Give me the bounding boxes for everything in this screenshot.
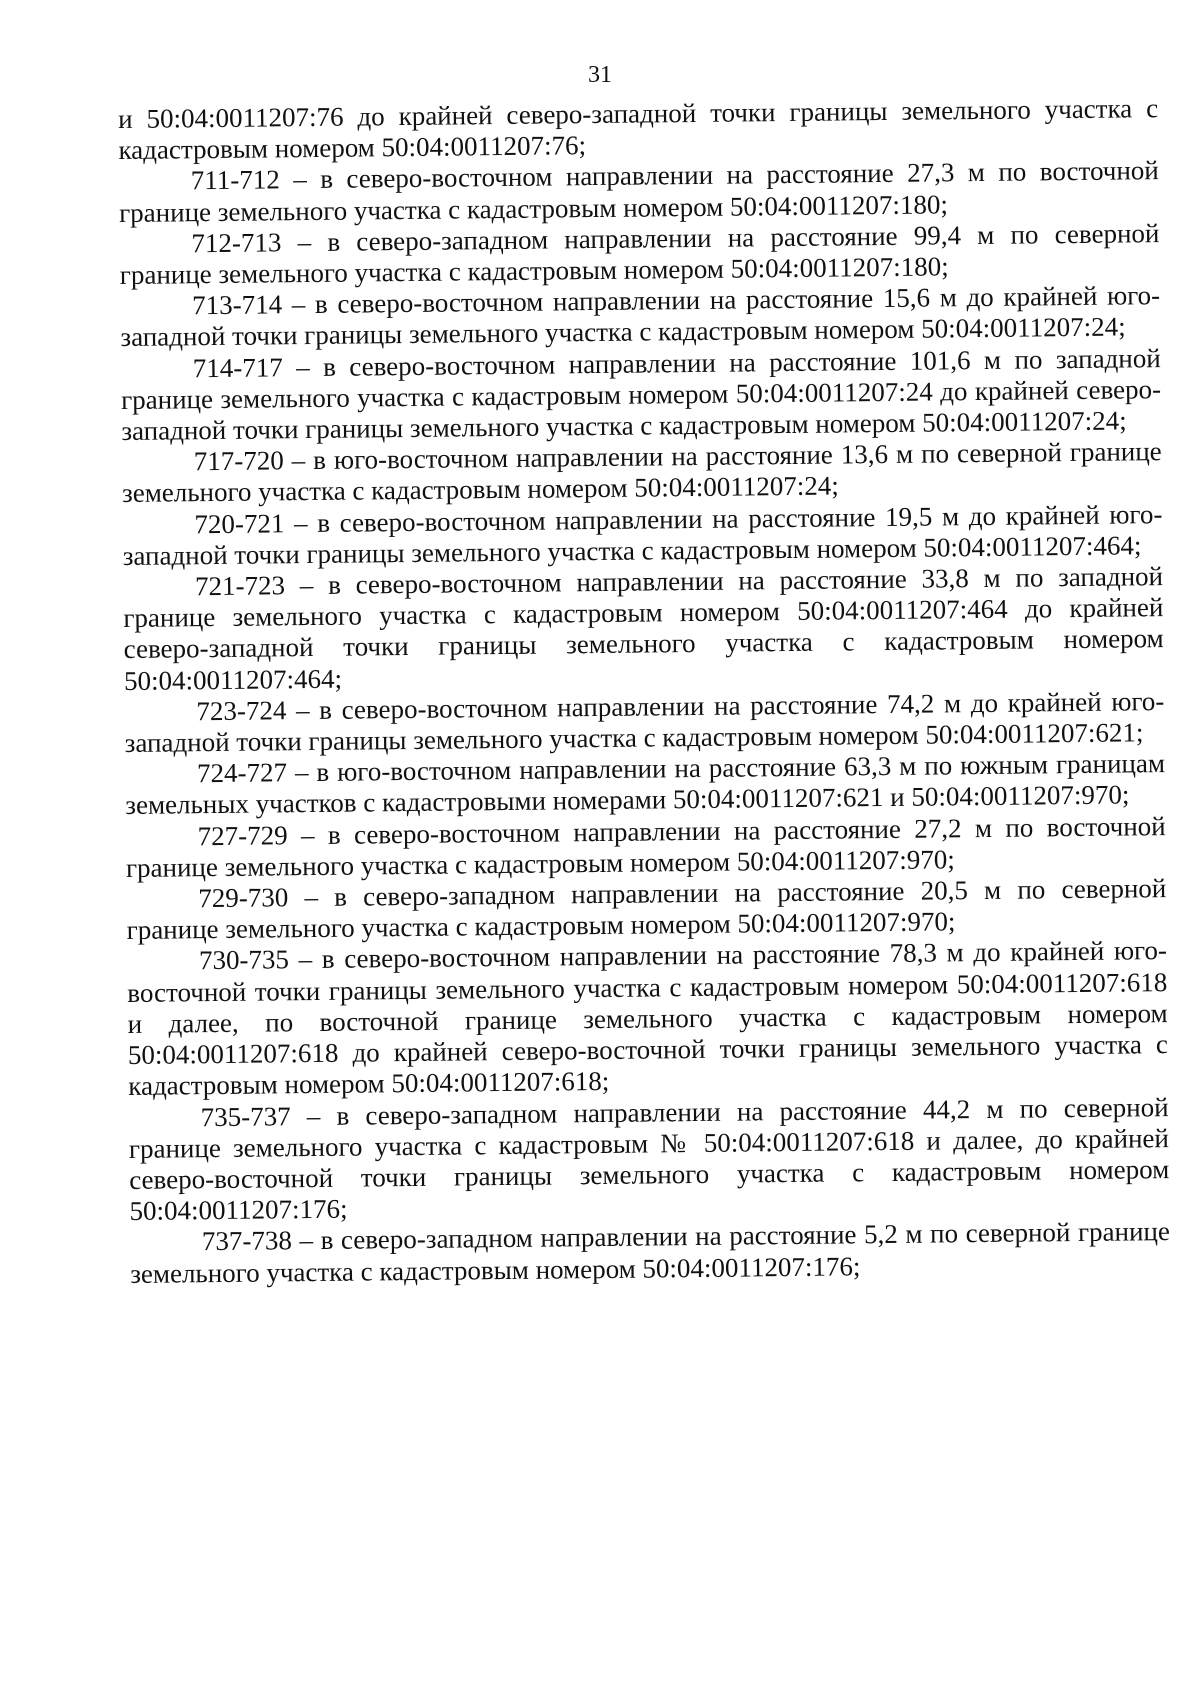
- paragraph-segment-712-713: 712-713 – в северо-западном направлении на расстояние 99,4 м по северной границе земельного участка с кадастровым номером 50:04:0011207:180;: [119, 217, 1160, 291]
- paragraph-segment-735-737: 735-737 – в северо-западном направлении на расстояние 44,2 м по северной границе земельного участка с кадастровым № 50:04:0011207:618 и далее, до крайней северо-восточной точки границы земельного участка с кадастровым номером 50:04:0011207:176;: [128, 1091, 1170, 1227]
- paragraph-segment-713-714: 713-714 – в северо-восточном направлении на расстояние 15,6 м до крайней юго-западной точки границы земельного участка с кадастровым номером 50:04:0011207:24;: [120, 280, 1161, 353]
- paragraph-segment-729-730: 729-730 – в северо-западном направлении на расстояние 20,5 м по северной границе земельного участка с кадастровым номером 50:04:0011207:970;: [126, 873, 1167, 946]
- document-body: [118, 93, 1170, 1290]
- paragraph-segment-727-729: 727-729 – в северо-восточном направлении на расстояние 27,2 м по восточной границе земельного участка с кадастровым номером 50:04:0011207:970;: [125, 810, 1166, 883]
- page-number: 31: [588, 62, 612, 88]
- paragraph-segment-711-712: 711-712 – в северо-восточном направлении на расстояние 27,3 м по восточной границе земельного участка с кадастровым номером 50:04:0011207:180;: [118, 155, 1159, 228]
- paragraph-segment-714-717: 714-717 – в северо-восточном направлении на расстояние 101,6 м по западной границе земельного участка с кадастровым номером 50:04:0011207:24 до крайней северо-западной точки границы земельного участка с кадастровым номером 50:04:0011207:24;: [120, 342, 1162, 447]
- paragraph-segment-730-735: 730-735 – в северо-восточном направлении на расстояние 78,3 м до крайней юго-восточной точки границы земельного участка с кадастровым номером 50:04:0011207:618 и далее, по восточной границе земельного участка с кадастровым номером 50:04:0011207:618 до крайней северо-восточной точки границы земельного участка с кадастровым номером 50:04:0011207:618;: [127, 935, 1169, 1102]
- paragraph-segment-724-727: 724-727 – в юго-восточном направлении на расстояние 63,3 м по южным границам земельных участков с кадастровыми номерами 50:04:0011207:621 и 50:04:0011207:970;: [125, 748, 1166, 821]
- paragraph-segment-737-738: 737-738 – в северо-западном направлении на расстояние 5,2 м по северной границе земельного участка с кадастровым номером 50:04:0011207:176;: [130, 1216, 1171, 1289]
- paragraph-segment-720-721: 720-721 – в северо-восточном направлении на расстояние 19,5 м до крайней юго-западной точки границы земельного участка с кадастровым номером 50:04:0011207:464;: [122, 498, 1163, 571]
- paragraph-segment-723-724: 723-724 – в северо-восточном направлении на расстояние 74,2 м до крайней юго-западной точки границы земельного участка с кадастровым номером 50:04:0011207:621;: [124, 685, 1165, 759]
- paragraph-continuation: и 50:04:0011207:76 до крайней северо-западной точки границы земельного участка с кадастровым номером 50:04:0011207:76;: [118, 93, 1159, 166]
- paragraph-segment-721-723: 721-723 – в северо-восточном направлении на расстояние 33,8 м по западной границе земельного участка с кадастровым номером 50:04:0011207:464 до крайней северо-западной точки границы земельного участка с кадастровым номером 50:04:0011207:464;: [123, 561, 1164, 696]
- paragraph-segment-717-720: 717-720 – в юго-восточном направлении на расстояние 13,6 м по северной границе земельного участка с кадастровым номером 50:04:0011207:24;: [121, 436, 1162, 509]
